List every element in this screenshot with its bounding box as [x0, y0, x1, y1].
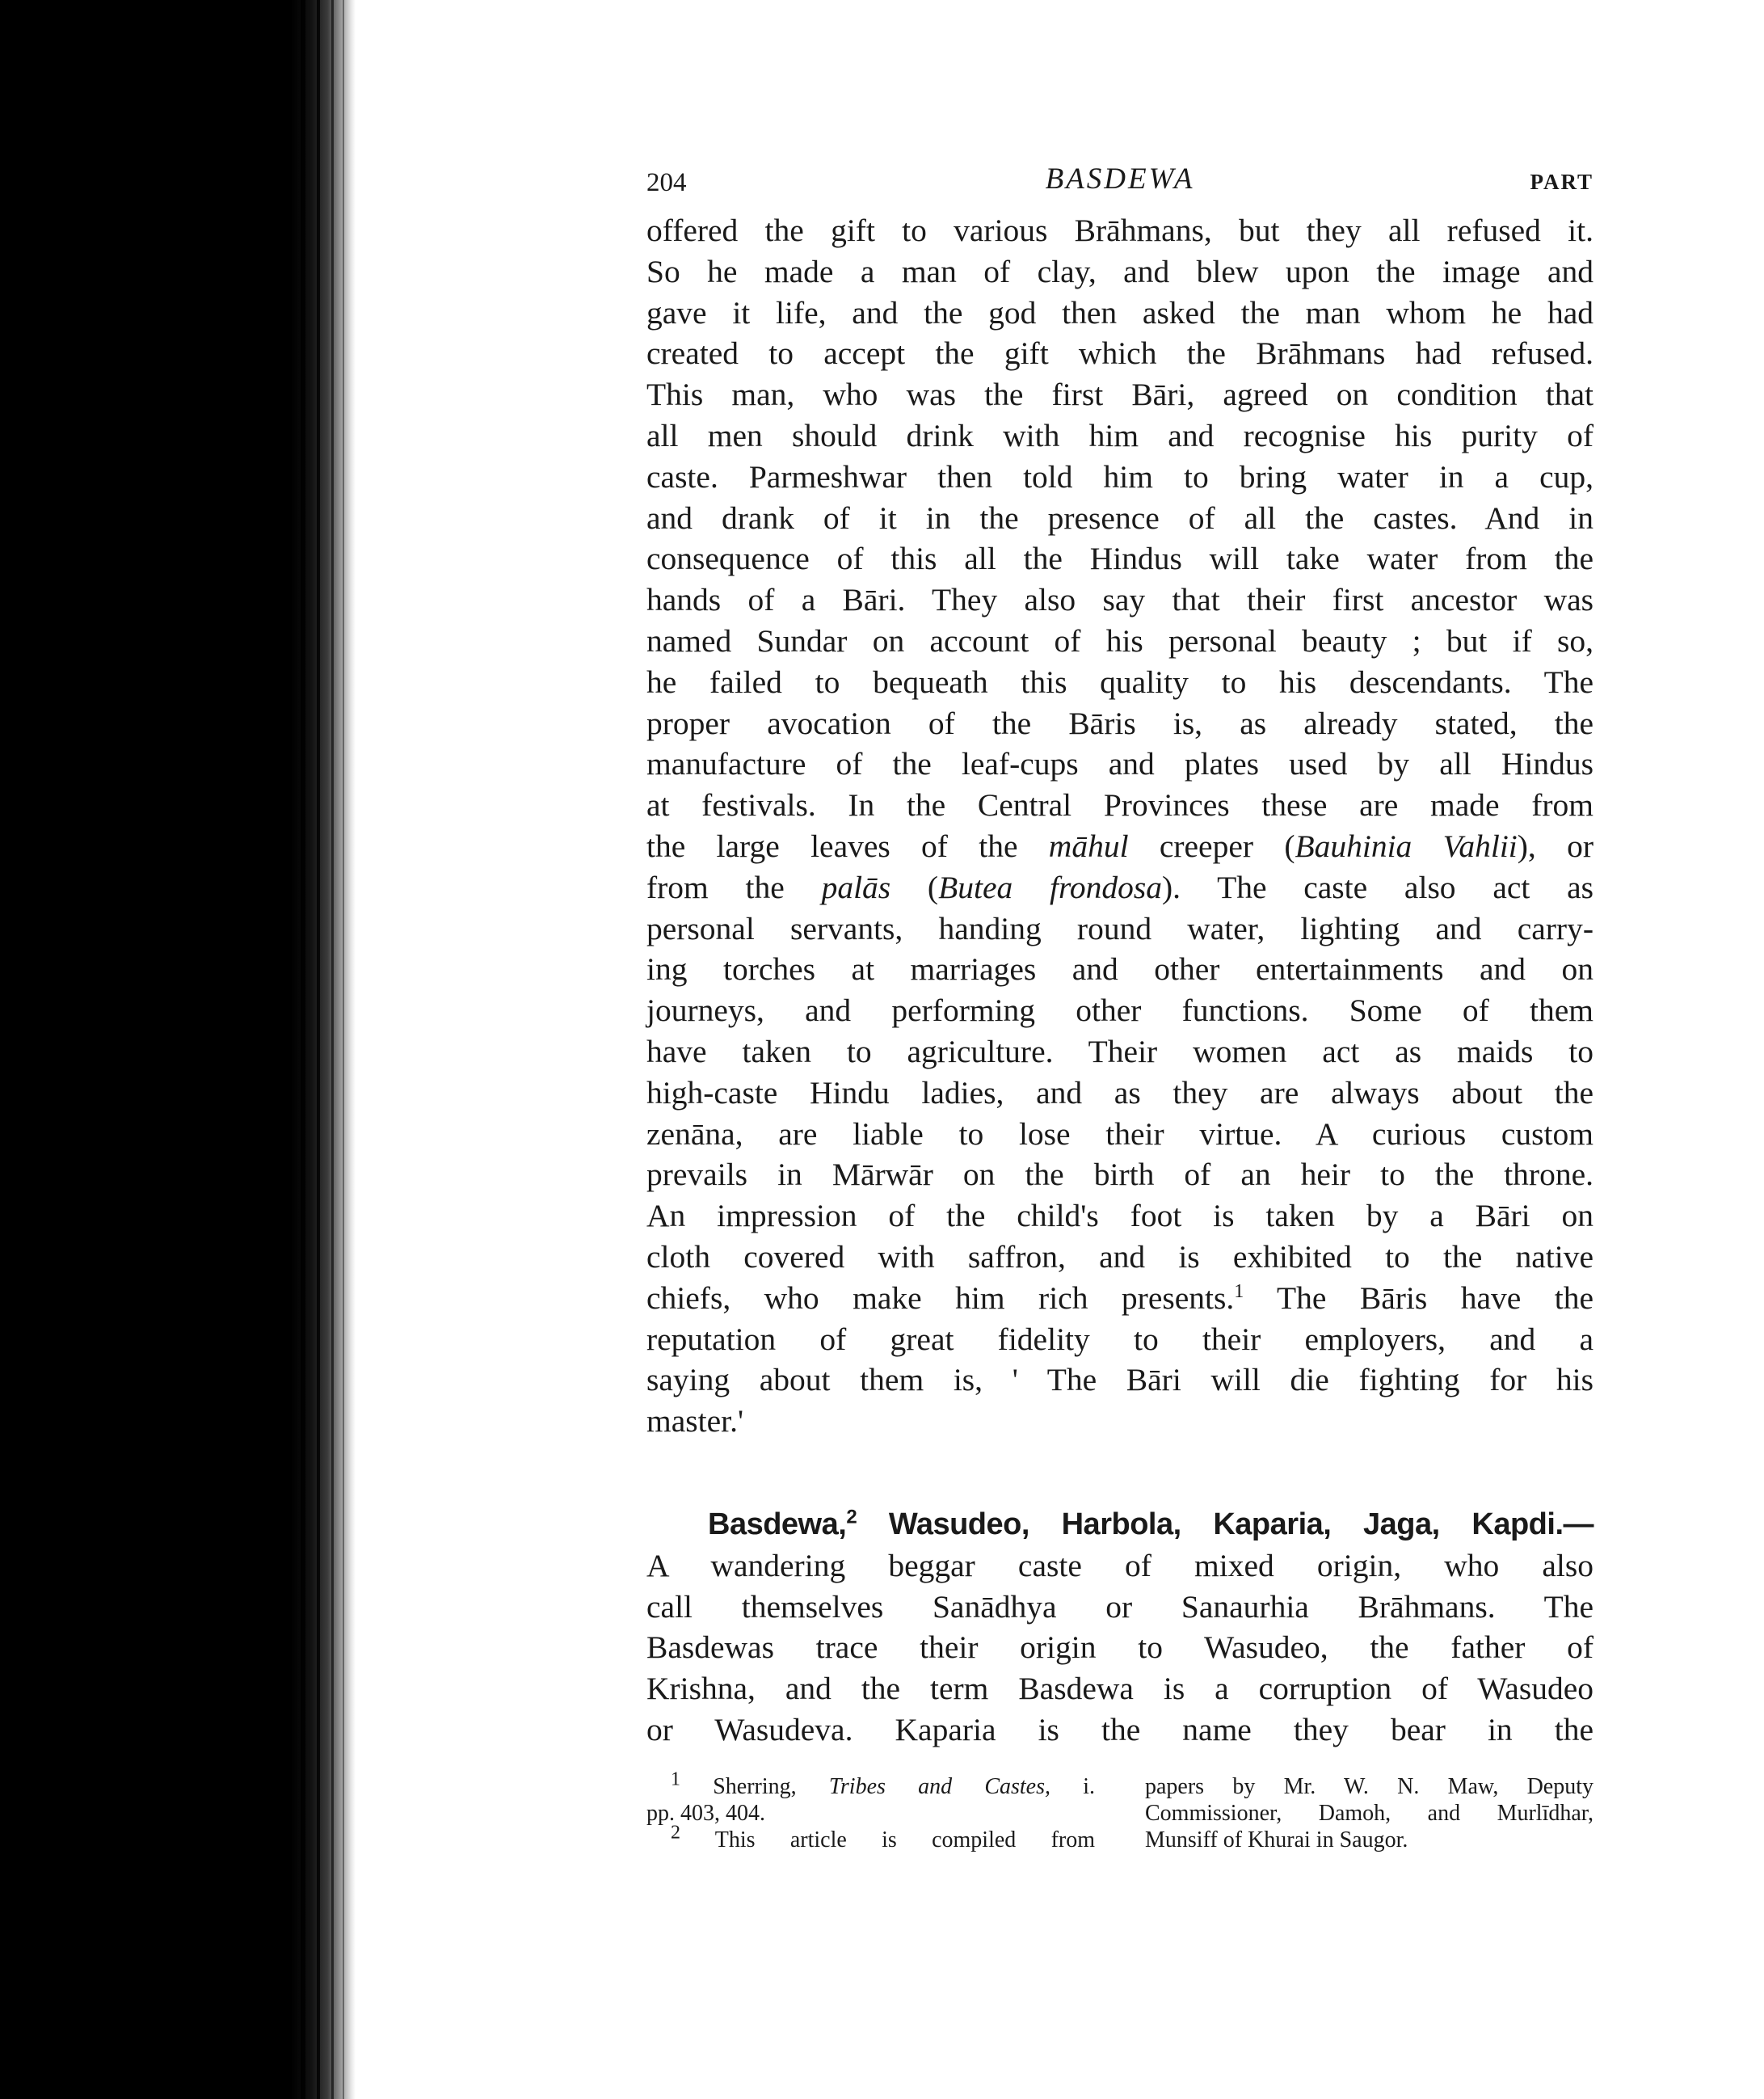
entry-heading-line [646, 1503, 1593, 1545]
text-line: personal servants, handing round water, lighting and carry- [646, 910, 1593, 946]
text-run: the large leaves of the [646, 828, 1049, 864]
text-line: cloth covered with saffron, and is exhibited to the native [646, 1238, 1593, 1275]
italic-term: palās [821, 869, 891, 905]
spine-streak [331, 0, 334, 2099]
text-line: call themselves Sanādhya or Sanaurhia Brāhmans. The [646, 1588, 1593, 1625]
footnotes-right-column [1145, 1773, 1593, 1853]
text-line: he failed to bequeath this quality to his descendants. The [646, 664, 1593, 700]
text-line: created to accept the gift which the Brāhmans had refused. [646, 335, 1593, 372]
text-line: zenāna, are liable to lose their virtue. A curious custom [646, 1115, 1593, 1152]
text-line: hands of a Bāri. They also say that their first ancestor was [646, 582, 1593, 618]
entry-heading-text: Wasudeo, Harbola, Kaparia, Jaga, Kapdi.— [857, 1507, 1593, 1541]
text-line: gave it life, and the god then asked the man whom he had [646, 294, 1593, 331]
text-run: ), or [1517, 828, 1594, 864]
footnote-1-cont: pp. 403, 404. [646, 1800, 765, 1826]
spine-streak [301, 0, 305, 2099]
italic-term: Butea frondosa [938, 869, 1162, 905]
text-line: prevails in Mārwār on the birth of an heir to the throne. [646, 1157, 1593, 1193]
entry-heading [708, 1507, 1593, 1541]
italic-term: Bauhinia Vahlii [1295, 828, 1518, 864]
footnotes [646, 1768, 1593, 1853]
text-line: Krishna, and the term Basdewa is a corruption of Wasudeo [646, 1671, 1593, 1707]
text-line: or Wasudeva. Kaparia is the name they bear in the [646, 1711, 1593, 1747]
footnote-ref: 2 [846, 1506, 857, 1528]
footnote-1 [646, 1768, 1095, 1800]
text-line [646, 1278, 1593, 1319]
text-run: ). The caste also act as [1162, 869, 1594, 905]
text-line: named Sundar on account of his personal beauty ; but if so, [646, 622, 1593, 659]
spine-streak [343, 0, 344, 2099]
entry-basdewa [646, 1503, 1593, 1751]
text-line: caste. Parmeshwar then told him to bring water in a cup, [646, 458, 1593, 495]
footnote-2-cont: Munsiff of Khurai in Saugor. [1145, 1827, 1408, 1852]
italic-term: māhul [1048, 828, 1129, 864]
text-run: chiefs, who make him rich presents. [646, 1279, 1235, 1316]
footnotes-left-column [646, 1768, 1095, 1853]
text-run: This article is compiled from [680, 1827, 1095, 1852]
page-number: 204 [646, 168, 687, 197]
text-line: all men should drink with him and recognise his purity of [646, 417, 1593, 453]
italic-term: Tribes and Castes, [828, 1773, 1050, 1799]
text-line: This man, who was the first Bāri, agreed on condition that [646, 377, 1593, 413]
text-line: at festivals. In the Central Provinces these are made from [646, 787, 1593, 824]
footnote-2 [646, 1822, 1095, 1853]
text-line: manufacture of the leaf-cups and plates used by all Hindus [646, 746, 1593, 782]
entry-heading-text: Basdewa, [708, 1507, 847, 1541]
text-line: and drank of it in the presence of all the castes. And in [646, 499, 1593, 536]
text-line: So he made a man of clay, and blew upon the image and [646, 253, 1593, 289]
running-header [646, 154, 1593, 210]
footnote-mark: 1 [671, 1768, 680, 1790]
text-line: A wandering beggar caste of mixed origin, who also [646, 1547, 1593, 1583]
paragraph-bari [646, 210, 1593, 1442]
text-line [646, 826, 1593, 867]
footnote-2-cont: Commissioner, Damoh, and Murlīdhar, [1145, 1800, 1593, 1826]
text-line: offered the gift to various Brāhmans, but they all refused it. [646, 213, 1593, 248]
text-line: high-caste Hindu ladies, and as they are always about the [646, 1074, 1593, 1111]
text-line: consequence of this all the Hindus will take water from the [646, 541, 1593, 577]
text-run: ( [890, 869, 939, 905]
part-label: PART [1530, 170, 1593, 194]
text-line: An impression of the child's foot is taken by a Bāri on [646, 1198, 1593, 1234]
text-line: journeys, and performing other functions. Some of them [646, 993, 1593, 1029]
text-run: The Bāris have the [1244, 1279, 1593, 1316]
text-line: proper avocation of the Bāris is, as already stated, the [646, 705, 1593, 741]
section-gap [646, 1442, 1593, 1503]
text-run: creeper ( [1128, 828, 1295, 864]
text-line: Basdewas trace their origin to Wasudeo, the father of [646, 1629, 1593, 1666]
text-line [646, 867, 1593, 908]
text-run: i. [1050, 1773, 1095, 1799]
text-line: reputation of great fidelity to their employers, and a [646, 1321, 1593, 1357]
text-line: have taken to agriculture. Their women act as maids to [646, 1033, 1593, 1069]
text-run: from the [646, 869, 822, 905]
book-page [646, 154, 1593, 1853]
running-title: BASDEWA [1045, 162, 1195, 196]
text-line: saying about them is, ' The Bāri will die fighting for his [646, 1362, 1593, 1398]
text-line: master.' [646, 1403, 744, 1439]
text-line: ing torches at marriages and other entertainments and on [646, 951, 1593, 988]
book-spine-shadow [0, 0, 356, 2099]
footnote-2-cont: papers by Mr. W. N. Maw, Deputy [1145, 1773, 1593, 1799]
footnote-mark: 2 [671, 1822, 680, 1844]
spine-streak [317, 0, 320, 2099]
footnote-ref: 1 [1234, 1280, 1244, 1302]
text-run: Sherring, [680, 1773, 829, 1799]
